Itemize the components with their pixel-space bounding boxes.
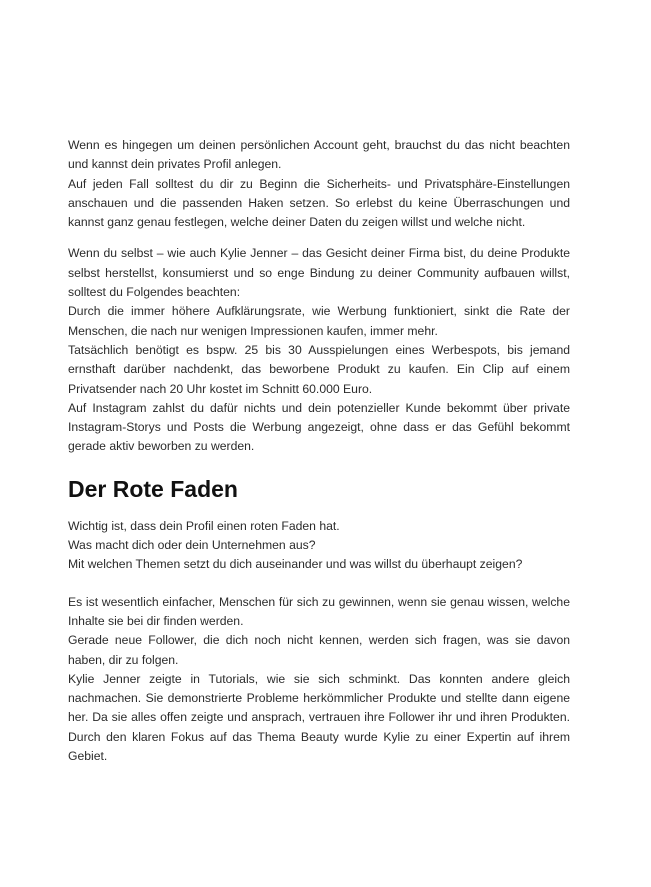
section-paragraph-2: [68, 593, 570, 767]
section-paragraph-1: [68, 517, 570, 575]
text-line: Es ist wesentlich einfacher, Menschen für sich zu gewinnen, wenn sie genau wissen, welche Inhalte sie bei dir finden werden.: [68, 594, 570, 628]
text-line: Wenn du selbst – wie auch Kylie Jenner – das Gesicht deiner Firma bist, du deine Produkte selbst herstellst, konsumierst und so enge Bindung zu deiner Community aufbauen willst, solltest du Folgendes beachten:: [68, 246, 570, 300]
document-page: [68, 136, 570, 766]
paragraph-gap: [68, 575, 570, 593]
text-line: Gerade neue Follower, die dich noch nicht kennen, werden sich fragen, was sie davon haben, dir zu folgen.: [68, 633, 570, 667]
intro-paragraph-1: [68, 136, 570, 232]
text-line: Wenn es hingegen um deinen persönlichen Account geht, brauchst du das nicht beachten und kannst dein privates Profil anlegen.: [68, 138, 570, 172]
intro-paragraph-2: [68, 244, 570, 456]
paragraph-gap: [68, 232, 570, 244]
text-line: Auf jeden Fall solltest du dir zu Beginn die Sicherheits- und Privatsphäre-Einstellungen anschauen und die passenden Haken setzen. So erlebst du keine Überraschungen und kannst ganz genau festlegen, welche deiner Daten du zeigen willst und welche nicht.: [68, 176, 570, 230]
heading-gap: [68, 503, 570, 517]
heading-gap: [68, 457, 570, 475]
text-line: Tatsächlich benötigt es bspw. 25 bis 30 Ausspielungen eines Werbespots, bis jemand ernsthaft darüber nachdenkt, das beworbene Produkt zu kaufen. Ein Clip auf einem Privatsender nach 20 Uhr kostet im Schnitt 60.000 Euro.: [68, 342, 570, 396]
text-line: Auf Instagram zahlst du dafür nichts und dein potenzieller Kunde bekommt über private Instagram-Storys und Posts die Werbung angezeigt, ohne dass er das Gefühl bekommt gerade aktiv beworben zu werden.: [68, 400, 570, 454]
text-line: Mit welchen Themen setzt du dich auseinander und was willst du überhaupt zeigen?: [68, 557, 523, 572]
text-line: Durch die immer höhere Aufklärungsrate, wie Werbung funktioniert, sinkt die Rate der Menschen, die nach nur wenigen Impressionen kaufen, immer mehr.: [68, 304, 570, 338]
text-line: Was macht dich oder dein Unternehmen aus?: [68, 538, 316, 553]
section-heading: Der Rote Faden: [68, 475, 238, 502]
text-line: Kylie Jenner zeigte in Tutorials, wie sie sich schminkt. Das konnten andere gleich nachmachen. Sie demonstrierte Probleme herkömmlicher Produkte und stellte dann eigene her. Da sie alles offen zeigte und ansprach, vertrauen ihre Follower ihr und ihren Produkten. Durch den klaren Fokus auf das Thema Beauty wurde Kylie zu einer Expertin auf ihrem Gebiet.: [68, 671, 570, 764]
text-line: Wichtig ist, dass dein Profil einen roten Faden hat.: [68, 518, 340, 533]
